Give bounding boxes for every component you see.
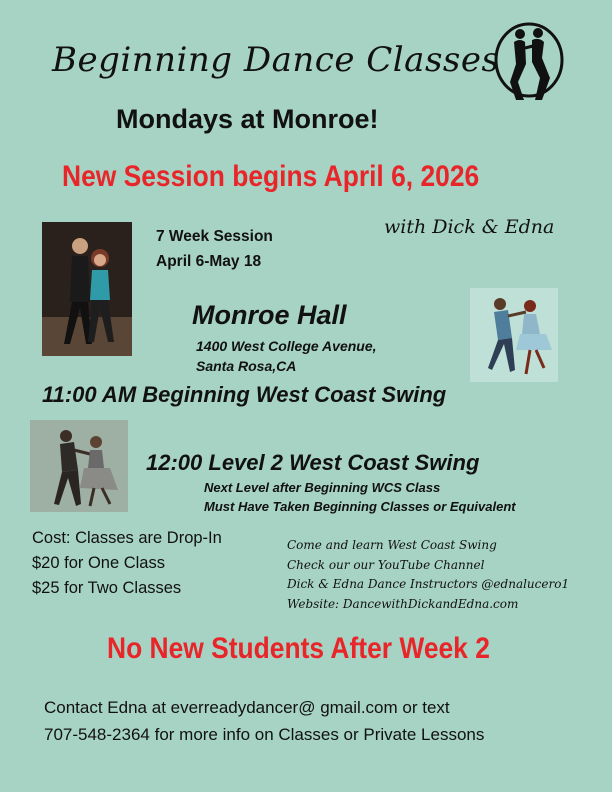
dancers-illustration-right [470, 288, 558, 382]
promo-line: Dick & Edna Dance Instructors @ednalucero1 [287, 577, 570, 591]
promo-line: Come and learn West Coast Swing [287, 538, 497, 552]
instructors-line: with Dick & Edna [384, 216, 555, 238]
session-info [156, 224, 273, 274]
venue-address [196, 336, 377, 376]
contact-line: Contact Edna at everreadydancer@ gmail.com or text [44, 698, 450, 717]
class-2-note: Must Have Taken Beginning Classes or Equivalent [204, 499, 516, 514]
contact-block [44, 694, 484, 748]
class-2-time: 12:00 Level 2 West Coast Swing [146, 450, 480, 475]
dance-couple-logo-icon [492, 20, 566, 111]
cost-block [32, 526, 222, 601]
class-1-time: 11:00 AM Beginning West Coast Swing [42, 382, 447, 407]
venue-name: Monroe Hall [192, 300, 347, 330]
session-headline: New Session begins April 6, 2026 [62, 160, 480, 193]
promo-block [287, 536, 569, 614]
no-new-students-warning: No New Students After Week 2 [107, 632, 490, 665]
session-dates: April 6-May 18 [156, 253, 262, 270]
subtitle: Mondays at Monroe! [116, 104, 379, 134]
contact-line: 707-548-2364 for more info on Classes or Private Lessons [44, 725, 485, 744]
cost-line: $20 for One Class [32, 554, 165, 572]
cost-line: Cost: Classes are Drop-In [32, 529, 222, 547]
promo-line: Website: DancewithDickandEdna.com [287, 596, 519, 611]
venue-street: 1400 West College Avenue, [196, 338, 377, 354]
flyer-title: Beginning Dance Classes [52, 40, 500, 80]
promo-line: Check our our YouTube Channel [287, 557, 485, 572]
class-2-note: Next Level after Beginning WCS Class [204, 480, 441, 495]
class-2-notes [204, 478, 516, 516]
cost-line: $25 for Two Classes [32, 579, 182, 597]
session-length: 7 Week Session [156, 228, 273, 245]
instructors-photo [42, 222, 132, 356]
dancers-illustration-left [30, 420, 128, 512]
venue-city: Santa Rosa,CA [196, 358, 297, 374]
